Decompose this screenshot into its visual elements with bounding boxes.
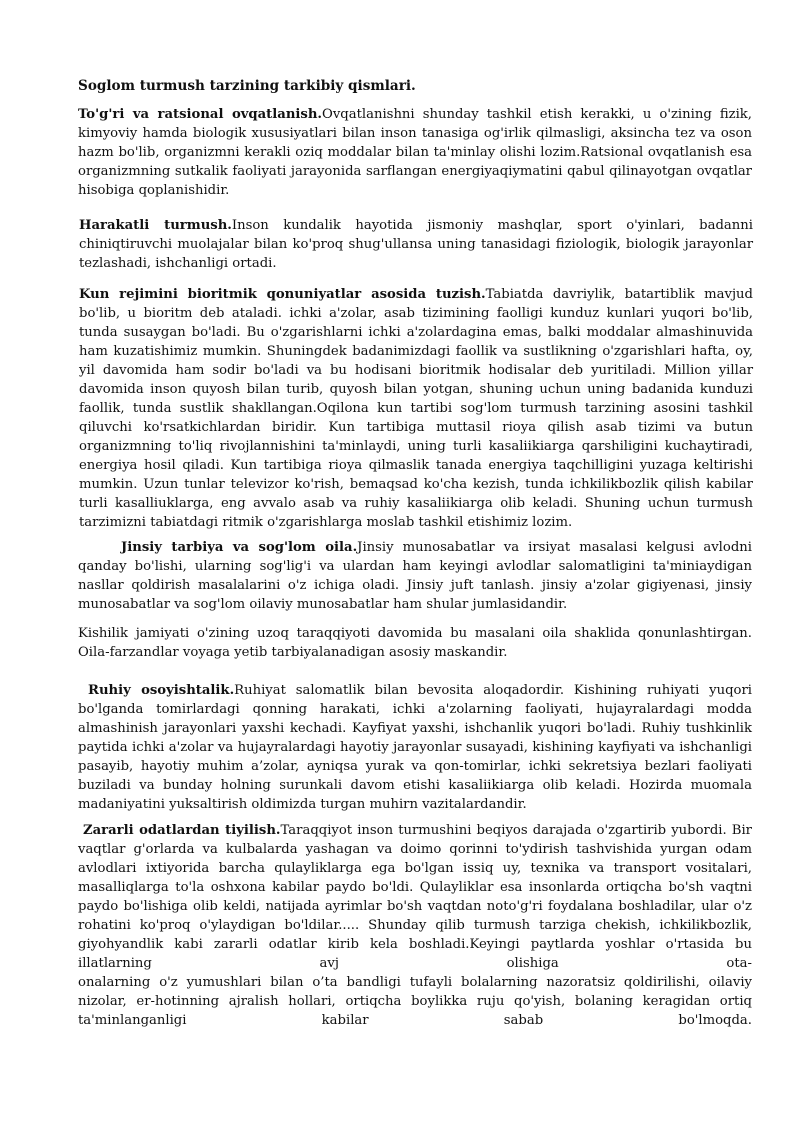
section-mental-health [78,681,752,814]
section-society-paragraph [78,624,752,662]
section-active-life [79,216,753,273]
section-harmful-habits-line [78,954,752,973]
section-harmful-habits-end [78,973,752,1030]
section-heading: Jinsiy tarbiya va sog'lom oila. [121,540,358,555]
section-heading: Harakatli turmush. [79,218,232,233]
section-text: Taraqqiyot inson turmushini beqiyos darajada o'zgartirib yubordi. Bir vaqtlar g'orlarda va kulbalarda yashagan va doimo qorinni to'ydirish tashvishida yurgan odam avlodlari ixtiyorida barcha qulayliklarga ega bo'lgan issiq uy, texnika va transport vositalari, masalliqlarga to'la oshxona kabilar paydo bo'ldi. Qulayliklar esa insonlarda ortiqcha bo'sh vaqtni paydo bo'lishiga olib keldi, natijada ayrimlar bo'sh vaqtdan noto'g'ri foydalana boshladilar, ular o'z rohatini ko'proq o'ylaydigan bo'ldilar..... Shunday qilib turmush tarziga chekish, ichkilikbozlik, giyohyandlik kabi zararli odatlar kirib kela boshladi.Keyingi paytlarda yoshlar o'rtasida bu [78,823,752,952]
section-nutrition [78,105,752,200]
section-heading: Zararli odatlardan tiyilish. [83,823,281,838]
section-heading: To'g'ri va ratsional ovqatlanish. [78,107,323,122]
section-harmful-habits [78,821,752,954]
section-text: Inson kundalik hayotida jismoniy mashqlar, sport o'yinlari, badanni chiniqtiruvchi muolajalar bilan ko'proq shug'ullansa uning tanasidagi fiziologik, biologik jarayonlar tezlashadi, ishchanligi ortadi. [79,218,753,271]
section-text: Ruhiyat salomatlik bilan bevosita aloqadordir. Kishining ruhiyati yuqori bo'lganda tomirlardagi qonning harakati, ichki a'zolarning faoliyati, hujayralardagi modda almashinish jarayonlari yaxshi kechadi. Kayfiyat yaxshi, ishchanlik yuqori bo'ladi. Ruhiy tushkinlik paytida ichki a'zolar va hujayralardagi hayotiy jarayonlar susayadi, kishining kayfiyati va ishchanligi pasayib, hayotiy muhim a’zolar, ayniqsa yurak va qon-tomirlar, ichki sekretsiya bezlari faoliyati buziladi va bunday holning surunkali davom etishi kasaliikiarga olib keladi. Hozirda muomala madaniyatini yuksaltirish oldimizda turgan muhirn vazitalardandir. [78,683,753,812]
section-text: Tabiatda davriylik, batartiblik mavjud bo'lib, u bioritm deb ataladi. ichki a'zolar, asab tizimining faolligi kunduz kunlari yuqori bo'lib, tunda susaygan bo'ladi. Bu o'zgarishlarni ichki a'zolardagina emas, balki moddalar almashinuvida ham kuzatishimiz mumkin. Shuningdek badanimizdagi faollik va sustlikning o'zgarishlari hafta, oy, yil davomida ham sodir bo'ladi va bu hodisani bioritmik hodisalar deb yuritiladi. Million yillar davomida inson quyosh bilan turib, quyosh bilan yotgan, shuning uchun uning badanida kunduzi faollik, tunda sustlik shakllangan.Oqilona kun tartibi sog'lom turmush tarzining asosini tashkil qiluvchi ko'rsatkichlardan biridir. Kun tartibiga muttasil rioya qilish asab tizimi va butun organizmning to'liq rivojlannishini ta'minlaydi, uning turli kasaliikiarga qarshiligini kuchaytiradi, energiya hosil qiladi. Kun tartibiga rioya qilmaslik tanada energiya taqchilligini yuzaga keltirishi mumkin. Uzun tunlar televizor ko'rish, bemaqsad ko'cha kezish, tunda ichkilikbozlik qilish kabilar turli kasalliuklarga, eng avvalo asab va ruhiy kasaliikiarga olib keladi. Shuning uchun turmush tarzimizni tabiatdagi ritmik o'zgarishlarga moslab tashkil etishimiz lozim. [79,287,753,530]
section-heading: Ruhiy osoyishtalik. [88,683,235,698]
section-text: Jinsiy munosabatlar va irsiyat masalasi kelgusi avlodni qanday bo'lishi, ularning sog'lig'i va ulardan ham keyingi avlodlar salomatligini ta'miniaydigan nasllar qoldirish masalalarini o'z ichiga oladi. Jinsiy juft tanlash. jinsiy a'zolar gigiyenasi, jinsiy munosabatlar va sog'lom oilaviy munosabatlar ham shular jumlasidandir. [78,540,752,612]
section-text: Kishilik jamiyati o'zining uzoq taraqqiyoti davomida bu masalani oila shaklida qonunlashtirgan. Oila-farzandlar voyaga yetib tarbiyalanadigan asosiy maskandir. [78,626,752,660]
section-heading: Kun rejimini bioritmik qonuniyatlar asosida tuzish. [79,287,486,302]
section-family [78,538,752,614]
section-text: Ovqatlanishni shunday tashkil etish kerakki, u o'zining fizik, kimyoviy hamda biologik xususiyatlari bilan inson tanasiga og'irlik qilmasligi, aksincha tez va oson hazm bo'lib, organizmni kerakli oziq moddalar bilan ta'minlay olishi lozim.Ratsional ovqatlanish esa organizmning sutkalik faoliyati jarayonida sarflangan energiyaqiymatini qabul qilinayotgan ovqatlar hisobiga qoplanishidir. [78,107,752,198]
section-text: illatlarning avj olishiga ota- [78,956,752,971]
section-text: onalarning o'z yumushlari bilan o’ta bandligi tufayli bolalarning nazoratsiz qoldirilishi, oilaviy nizolar, er-hotinning ajralish hollari, ortiqcha boylikka ruju qo'yish, bolaning keragidan ortiq ta'minlanganligi kabilar sabab bo'lmoqda. [78,975,752,1028]
section-daily-regime [79,285,753,532]
document-title: Soglom turmush tarzining tarkibiy qismlari. [78,78,416,94]
